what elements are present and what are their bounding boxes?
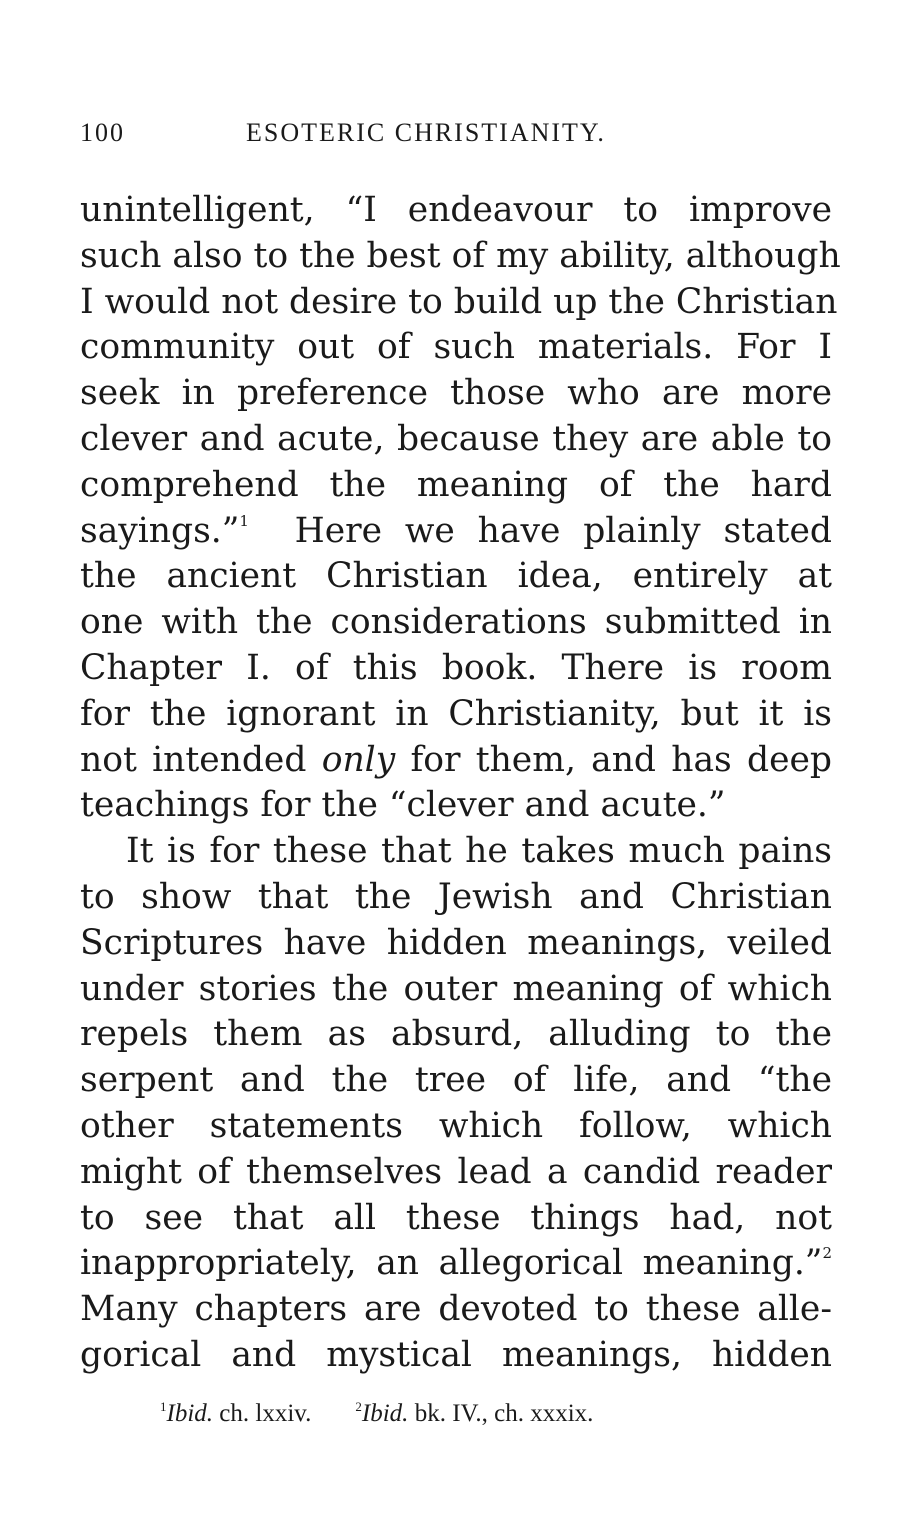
text-line: Chapter I. of this book. There is room bbox=[80, 647, 832, 688]
footnote-1-ibid: Ibid. bbox=[166, 1400, 214, 1427]
text-line: serpent and the tree of life, and “the bbox=[80, 1060, 832, 1101]
footnote-2-ibid: Ibid. bbox=[361, 1400, 409, 1427]
footnote-marker: 2 bbox=[822, 1244, 832, 1263]
text-line: clever and acute, because they are able to bbox=[80, 418, 832, 459]
footnote-1 bbox=[160, 1400, 311, 1427]
body-text bbox=[80, 188, 841, 1379]
text-segment: Here we have plainly stated bbox=[294, 510, 832, 551]
text-line: to show that the Jewish and Christian bbox=[80, 876, 832, 917]
running-title: ESOTERIC CHRISTIANITY. bbox=[246, 118, 606, 147]
text-line-with-footnote bbox=[80, 509, 832, 555]
footnote-1-ref: ch. lxxiv. bbox=[219, 1400, 312, 1427]
text-line: teachings for the “clever and acute.” bbox=[80, 785, 726, 826]
text-line: one with the considerations submitted in bbox=[80, 602, 832, 643]
text-line-with-footnote bbox=[80, 1241, 832, 1287]
page-number: 100 bbox=[80, 118, 125, 147]
footnote-2 bbox=[355, 1400, 593, 1427]
text-line: Scriptures have hidden meanings, veiled bbox=[80, 922, 832, 963]
page-header bbox=[80, 118, 840, 158]
text-line: unintelligent, “I endeavour to improve bbox=[80, 190, 832, 230]
text-line: under stories the outer meaning of which bbox=[80, 968, 832, 1009]
text-line: other statements which follow, which bbox=[80, 1105, 832, 1146]
text-line: Many chapters are devoted to these alle- bbox=[80, 1289, 832, 1330]
text-segment: sayings.” bbox=[80, 510, 240, 551]
text-line: community out of such materials. For I bbox=[80, 327, 832, 368]
footnotes bbox=[160, 1400, 780, 1428]
text-line-with-italic bbox=[80, 738, 832, 784]
footnote-2-mark: 2 bbox=[355, 1399, 362, 1414]
text-line: I would not desire to build up the Christian bbox=[80, 281, 838, 322]
text-line: seek in preference those who are more bbox=[80, 373, 832, 414]
text-line: to see that all these things had, not bbox=[80, 1197, 832, 1238]
text-segment: not intended bbox=[80, 739, 307, 780]
text-segment: for them, and has deep bbox=[410, 739, 832, 780]
text-segment: inappropriately, an allegorical meaning.” bbox=[80, 1243, 823, 1284]
text-line: for the ignorant in Christianity, but it is bbox=[80, 693, 832, 734]
text-line: gorical and mystical meanings, hidden bbox=[80, 1334, 832, 1375]
footnote-2-ref: bk. IV., ch. xxxix. bbox=[414, 1400, 594, 1427]
text-line: comprehend the meaning of the hard bbox=[80, 464, 832, 505]
text-line: the ancient Christian idea, entirely at bbox=[80, 556, 832, 597]
text-line: such also to the best of my ability, although bbox=[80, 235, 841, 276]
italic-word: only bbox=[321, 739, 396, 780]
footnote-marker: 1 bbox=[239, 511, 249, 530]
footnote-1-mark: 1 bbox=[160, 1399, 167, 1414]
text-line: might of themselves lead a candid reader bbox=[80, 1151, 832, 1192]
text-line: repels them as absurd, alluding to the bbox=[80, 1014, 832, 1055]
text-line: It is for these that he takes much pains bbox=[126, 831, 832, 872]
